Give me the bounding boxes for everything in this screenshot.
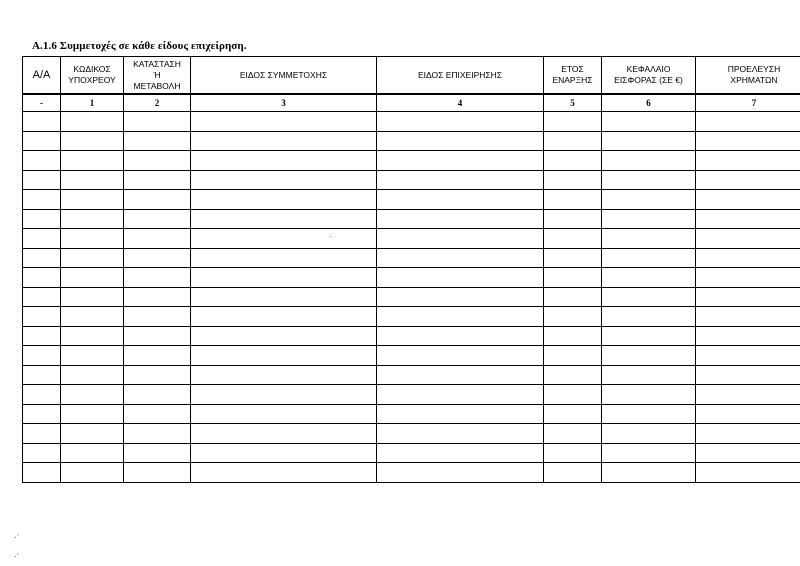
table-cell[interactable]: [544, 268, 602, 288]
table-cell[interactable]: [124, 424, 191, 444]
table-cell[interactable]: [124, 248, 191, 268]
table-row: [23, 151, 800, 171]
table-row: [23, 229, 800, 249]
table-cell[interactable]: [124, 151, 191, 171]
table-cell[interactable]: [124, 326, 191, 346]
table-cell[interactable]: [191, 190, 377, 210]
table-cell[interactable]: [377, 365, 544, 385]
table-cell[interactable]: [124, 463, 191, 483]
table-cell[interactable]: [191, 404, 377, 424]
table-cell[interactable]: [191, 365, 377, 385]
table-cell[interactable]: [124, 443, 191, 463]
table-cell[interactable]: [544, 443, 602, 463]
table-cell[interactable]: [602, 170, 696, 190]
table-cell[interactable]: [191, 268, 377, 288]
table-row: [23, 463, 800, 483]
table-cell[interactable]: [23, 326, 61, 346]
table-cell[interactable]: [61, 112, 124, 132]
table-cell[interactable]: [544, 404, 602, 424]
table-cell[interactable]: [696, 287, 800, 307]
table-cell[interactable]: [602, 463, 696, 483]
column-number: 2: [124, 94, 191, 112]
table-cell[interactable]: [377, 268, 544, 288]
table-cell[interactable]: [544, 365, 602, 385]
table-cell[interactable]: [23, 151, 61, 171]
table-cell[interactable]: [602, 287, 696, 307]
table-row: [23, 209, 800, 229]
table-cell[interactable]: [61, 209, 124, 229]
table-cell[interactable]: [191, 209, 377, 229]
table-cell[interactable]: [61, 151, 124, 171]
table-cell[interactable]: [61, 307, 124, 327]
table-cell[interactable]: [602, 229, 696, 249]
table-cell[interactable]: [377, 326, 544, 346]
table-cell[interactable]: [23, 404, 61, 424]
table-cell[interactable]: [61, 443, 124, 463]
table-cell[interactable]: [696, 131, 800, 151]
column-number: 1: [61, 94, 124, 112]
table-cell[interactable]: [377, 229, 544, 249]
table-cell[interactable]: [61, 268, 124, 288]
table-cell[interactable]: [544, 209, 602, 229]
table-cell[interactable]: [377, 385, 544, 405]
table-cell[interactable]: [191, 346, 377, 366]
table-cell[interactable]: [544, 131, 602, 151]
table-row: [23, 385, 800, 405]
header-aa: Α/Α: [23, 57, 61, 95]
table-cell[interactable]: [377, 209, 544, 229]
table-cell[interactable]: [191, 326, 377, 346]
table-cell[interactable]: [696, 404, 800, 424]
table-cell[interactable]: [696, 443, 800, 463]
table-cell[interactable]: [602, 424, 696, 444]
table-cell[interactable]: [23, 346, 61, 366]
table-cell[interactable]: [602, 346, 696, 366]
table-cell[interactable]: [23, 307, 61, 327]
table-cell[interactable]: [544, 287, 602, 307]
table-cell[interactable]: [61, 365, 124, 385]
table-cell[interactable]: [602, 131, 696, 151]
table-cell[interactable]: [23, 424, 61, 444]
table-cell[interactable]: [23, 131, 61, 151]
column-number-row: [23, 94, 800, 112]
table-cell[interactable]: [124, 209, 191, 229]
table-cell[interactable]: [696, 209, 800, 229]
table-cell[interactable]: [544, 170, 602, 190]
form-section-title: Α.1.6 Συμμετοχές σε κάθε είδους επιχείρηση.: [32, 40, 247, 52]
table-cell[interactable]: [61, 424, 124, 444]
table-cell[interactable]: [602, 385, 696, 405]
table-cell[interactable]: [61, 248, 124, 268]
table-cell[interactable]: [61, 229, 124, 249]
table-cell[interactable]: [602, 307, 696, 327]
table-cell[interactable]: [696, 424, 800, 444]
table-cell[interactable]: [377, 287, 544, 307]
table-cell[interactable]: [124, 287, 191, 307]
table-cell[interactable]: [377, 346, 544, 366]
header-participation-type: ΕΙΔΟΣ ΣΥΜΜΕΤΟΧΗΣ: [191, 57, 377, 95]
table-cell[interactable]: [544, 190, 602, 210]
table-cell[interactable]: [124, 346, 191, 366]
table-cell[interactable]: [602, 248, 696, 268]
table-cell[interactable]: [191, 151, 377, 171]
table-cell[interactable]: [124, 131, 191, 151]
table-cell[interactable]: [602, 326, 696, 346]
table-cell[interactable]: [61, 190, 124, 210]
table-cell[interactable]: [602, 190, 696, 210]
participations-table-area: [22, 56, 800, 482]
table-row: [23, 248, 800, 268]
table-cell[interactable]: [696, 385, 800, 405]
table-cell[interactable]: [544, 248, 602, 268]
table-cell[interactable]: [696, 151, 800, 171]
table-cell[interactable]: [544, 463, 602, 483]
table-cell[interactable]: [23, 385, 61, 405]
table-row: [23, 287, 800, 307]
table-cell[interactable]: [61, 404, 124, 424]
table-cell[interactable]: [696, 190, 800, 210]
table-cell[interactable]: [544, 346, 602, 366]
table-cell[interactable]: [191, 443, 377, 463]
table-cell[interactable]: [23, 112, 61, 132]
table-row: [23, 190, 800, 210]
table-cell[interactable]: [696, 268, 800, 288]
table-cell[interactable]: [696, 346, 800, 366]
table-cell[interactable]: [191, 131, 377, 151]
table-cell[interactable]: [124, 365, 191, 385]
table-cell[interactable]: [61, 463, 124, 483]
header-status-or-change: ΚΑΤΑΣΤΑΣΗ Ή ΜΕΤΑΒΟΛΗ: [124, 57, 191, 95]
table-cell[interactable]: [61, 131, 124, 151]
table-cell[interactable]: [544, 229, 602, 249]
table-cell[interactable]: [696, 326, 800, 346]
table-row: [23, 112, 800, 132]
table-cell[interactable]: [191, 287, 377, 307]
table-cell[interactable]: [696, 463, 800, 483]
table-cell[interactable]: [23, 229, 61, 249]
table-cell[interactable]: [191, 424, 377, 444]
table-cell[interactable]: [191, 229, 377, 249]
table-cell[interactable]: [377, 463, 544, 483]
table-cell[interactable]: [377, 443, 544, 463]
table-cell[interactable]: [23, 463, 61, 483]
table-cell[interactable]: [602, 365, 696, 385]
table-cell[interactable]: [124, 385, 191, 405]
table-cell[interactable]: [61, 385, 124, 405]
table-cell[interactable]: [23, 443, 61, 463]
table-cell[interactable]: [191, 307, 377, 327]
table-cell[interactable]: [23, 209, 61, 229]
table-cell[interactable]: [23, 170, 61, 190]
table-cell[interactable]: [23, 287, 61, 307]
table-cell[interactable]: [602, 443, 696, 463]
column-number: 5: [544, 94, 602, 112]
table-cell[interactable]: [191, 170, 377, 190]
table-cell[interactable]: [377, 170, 544, 190]
table-row: [23, 443, 800, 463]
table-cell[interactable]: [23, 365, 61, 385]
table-row: [23, 307, 800, 327]
header-start-year: ΕΤΟΣ ΕΝΑΡΞΗΣ: [544, 57, 602, 95]
table-cell[interactable]: [544, 326, 602, 346]
table-row: [23, 131, 800, 151]
table-cell[interactable]: [602, 209, 696, 229]
table-cell[interactable]: [602, 112, 696, 132]
table-cell[interactable]: [61, 287, 124, 307]
table-cell[interactable]: [23, 268, 61, 288]
table-cell[interactable]: [602, 151, 696, 171]
table-row: [23, 346, 800, 366]
header-taxpayer-code: ΚΩΔΙΚΟΣ ΥΠΟΧΡΕΟΥ: [61, 57, 124, 95]
scan-mark: .·: [14, 550, 20, 559]
scan-speck: [330, 236, 331, 237]
table-cell[interactable]: [544, 112, 602, 132]
table-cell[interactable]: [124, 268, 191, 288]
table-cell[interactable]: [124, 404, 191, 424]
header-row: [23, 57, 800, 95]
table-row: [23, 170, 800, 190]
table-cell[interactable]: [61, 326, 124, 346]
column-number: 4: [377, 94, 544, 112]
column-number: 7: [696, 94, 800, 112]
table-cell[interactable]: [61, 346, 124, 366]
header-capital-contribution: ΚΕΦΑΛΑΙΟ ΕΙΣΦΟΡΑΣ (ΣΕ €): [602, 57, 696, 95]
table-cell[interactable]: [191, 385, 377, 405]
header-business-type: ΕΙΔΟΣ ΕΠΙΧΕΙΡΗΣΗΣ: [377, 57, 544, 95]
table-cell[interactable]: [377, 248, 544, 268]
table-cell[interactable]: [696, 112, 800, 132]
table-row: [23, 424, 800, 444]
table-cell[interactable]: [377, 131, 544, 151]
table-cell[interactable]: [696, 229, 800, 249]
column-number: 6: [602, 94, 696, 112]
table-cell[interactable]: [124, 190, 191, 210]
table-cell[interactable]: [544, 151, 602, 171]
table-cell[interactable]: [377, 151, 544, 171]
table-cell[interactable]: [602, 404, 696, 424]
participations-table: [22, 56, 800, 483]
table-cell[interactable]: [191, 112, 377, 132]
table-cell[interactable]: [124, 170, 191, 190]
table-cell[interactable]: [377, 307, 544, 327]
table-cell[interactable]: [544, 424, 602, 444]
table-cell[interactable]: [191, 248, 377, 268]
table-row: [23, 365, 800, 385]
table-row: [23, 326, 800, 346]
table-cell[interactable]: [602, 268, 696, 288]
table-row: [23, 268, 800, 288]
table-cell[interactable]: [544, 385, 602, 405]
table-cell[interactable]: [61, 170, 124, 190]
table-cell[interactable]: [23, 190, 61, 210]
table-cell[interactable]: [377, 424, 544, 444]
table-cell[interactable]: [377, 190, 544, 210]
table-cell[interactable]: [124, 229, 191, 249]
scan-mark: .·: [14, 531, 20, 540]
column-number: 3: [191, 94, 377, 112]
table-cell[interactable]: [124, 112, 191, 132]
table-row: [23, 404, 800, 424]
table-cell[interactable]: [696, 170, 800, 190]
header-money-origin: ΠΡΟΕΛΕΥΣΗ ΧΡΗΜΑΤΩΝ: [696, 57, 800, 95]
table-cell[interactable]: [191, 463, 377, 483]
table-cell[interactable]: [124, 307, 191, 327]
column-number: -: [23, 94, 61, 112]
table-cell[interactable]: [23, 248, 61, 268]
table-cell[interactable]: [544, 307, 602, 327]
table-cell[interactable]: [696, 307, 800, 327]
table-cell[interactable]: [696, 248, 800, 268]
table-cell[interactable]: [696, 365, 800, 385]
table-cell[interactable]: [377, 112, 544, 132]
table-cell[interactable]: [377, 404, 544, 424]
